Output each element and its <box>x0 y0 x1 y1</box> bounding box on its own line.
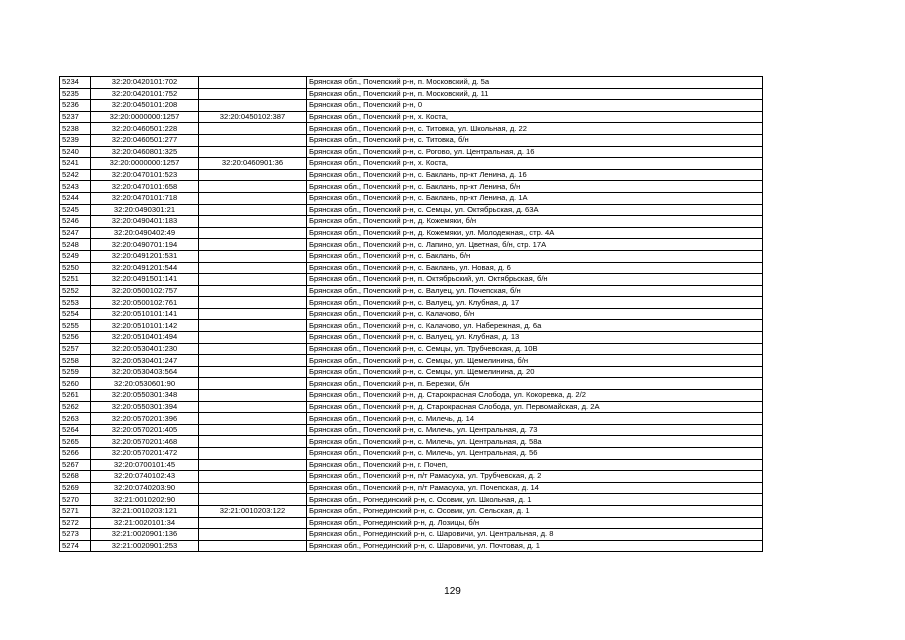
row-number-cell: 5238 <box>60 123 91 135</box>
table-row <box>60 274 763 286</box>
cadastral-number-cell: 32:21:0010203:121 <box>91 505 199 517</box>
cadastral-number-cell: 32:20:0490402:49 <box>91 227 199 239</box>
page-number: 129 <box>444 586 461 597</box>
parent-cadastral-number-cell <box>199 378 307 390</box>
cadastral-number-cell: 32:20:0510101:142 <box>91 320 199 332</box>
cadastral-number-cell: 32:20:0491501:141 <box>91 274 199 286</box>
parent-cadastral-number-cell <box>199 216 307 228</box>
table-row <box>60 436 763 448</box>
table-row <box>60 227 763 239</box>
row-number-cell: 5263 <box>60 413 91 425</box>
address-cell: Брянская обл., Почепский р-н, с. Калачово, б/н <box>307 308 763 320</box>
address-cell: Брянская обл., Почепский р-н, с. Рогово, ул. Центральная, д. 16 <box>307 146 763 158</box>
row-number-cell: 5239 <box>60 134 91 146</box>
address-cell: Брянская обл., Почепский р-н, д. Старокрасная Слобода, ул. Кокоревка, д. 2/2 <box>307 390 763 402</box>
table-row <box>60 181 763 193</box>
row-number-cell: 5234 <box>60 77 91 89</box>
parent-cadastral-number-cell <box>199 204 307 216</box>
row-number-cell: 5251 <box>60 274 91 286</box>
address-cell: Брянская обл., Почепский р-н, п/т Рамасуха, ул. Трубчевская, д. 2 <box>307 471 763 483</box>
parent-cadastral-number-cell <box>199 540 307 552</box>
row-number-cell: 5248 <box>60 239 91 251</box>
parent-cadastral-number-cell <box>199 494 307 506</box>
parent-cadastral-number-cell <box>199 355 307 367</box>
parent-cadastral-number-cell <box>199 320 307 332</box>
address-cell: Брянская обл., Почепский р-н, х. Коста, <box>307 158 763 170</box>
table-row <box>60 134 763 146</box>
parent-cadastral-number-cell <box>199 471 307 483</box>
address-cell: Брянская обл., Почепский р-н, с. Семцы, ул. Трубчевская, д. 10В <box>307 343 763 355</box>
cadastral-number-cell: 32:20:0500102:761 <box>91 297 199 309</box>
table-row <box>60 413 763 425</box>
table-row <box>60 262 763 274</box>
address-cell: Брянская обл., Почепский р-н, п. Московский, д. 5а <box>307 77 763 89</box>
cadastral-number-cell: 32:21:0020901:253 <box>91 540 199 552</box>
table-row <box>60 390 763 402</box>
address-cell: Брянская обл., Почепский р-н, х. Коста, <box>307 111 763 123</box>
cadastral-number-cell: 32:20:0490701:194 <box>91 239 199 251</box>
parent-cadastral-number-cell <box>199 100 307 112</box>
table-row <box>60 529 763 541</box>
table-row <box>60 297 763 309</box>
row-number-cell: 5235 <box>60 88 91 100</box>
address-cell: Брянская обл., Рогнединский р-н, с. Шаровичи, ул. Почтовая, д. 1 <box>307 540 763 552</box>
row-number-cell: 5252 <box>60 285 91 297</box>
cadastral-number-cell: 32:20:0570201:472 <box>91 448 199 460</box>
cadastral-number-cell: 32:20:0000000:1257 <box>91 111 199 123</box>
table-row <box>60 355 763 367</box>
address-cell: Брянская обл., Почепский р-н, п/т Рамасуха, ул. Почепская, д. 14 <box>307 482 763 494</box>
table-row <box>60 517 763 529</box>
row-number-cell: 5261 <box>60 390 91 402</box>
table-row <box>60 250 763 262</box>
cadastral-number-cell: 32:20:0530601:90 <box>91 378 199 390</box>
address-cell: Брянская обл., Почепский р-н, с. Милечь, ул. Центральная, д. 73 <box>307 424 763 436</box>
address-cell: Брянская обл., Рогнединский р-н, с. Осовик, ул. Сельская, д. 1 <box>307 505 763 517</box>
row-number-cell: 5240 <box>60 146 91 158</box>
address-cell: Брянская обл., Почепский р-н, с. Лапино, ул. Цветная, б/н, стр. 17А <box>307 239 763 251</box>
table-row <box>60 239 763 251</box>
address-cell: Брянская обл., Почепский р-н, с. Титовка, ул. Школьная, д. 22 <box>307 123 763 135</box>
address-cell: Брянская обл., Почепский р-н, с. Калачово, ул. Набережная, д. 6а <box>307 320 763 332</box>
table-row <box>60 169 763 181</box>
parent-cadastral-number-cell <box>199 227 307 239</box>
row-number-cell: 5262 <box>60 401 91 413</box>
row-number-cell: 5236 <box>60 100 91 112</box>
cadastral-number-cell: 32:21:0020101:34 <box>91 517 199 529</box>
address-cell: Брянская обл., Почепский р-н, с. Баклань, пр-кт Ленина, д. 1А <box>307 192 763 204</box>
parent-cadastral-number-cell <box>199 390 307 402</box>
cadastral-number-cell: 32:20:0530401:247 <box>91 355 199 367</box>
address-cell: Брянская обл., Рогнединский р-н, с. Шаровичи, ул. Центральная, д. 8 <box>307 529 763 541</box>
table-row <box>60 216 763 228</box>
parent-cadastral-number-cell <box>199 436 307 448</box>
address-cell: Брянская обл., Почепский р-н, с. Баклань, пр-кт Ленина, д. 16 <box>307 169 763 181</box>
cadastral-number-cell: 32:20:0510101:141 <box>91 308 199 320</box>
address-cell: Брянская обл., Почепский р-н, 0 <box>307 100 763 112</box>
cadastral-number-cell: 32:20:0490301:21 <box>91 204 199 216</box>
cadastral-number-cell: 32:20:0460801:325 <box>91 146 199 158</box>
parent-cadastral-number-cell <box>199 424 307 436</box>
cadastral-number-cell: 32:21:0010202:90 <box>91 494 199 506</box>
cadastral-number-cell: 32:20:0570201:396 <box>91 413 199 425</box>
address-cell: Брянская обл., Почепский р-н, с. Милечь, д. 14 <box>307 413 763 425</box>
registry-table <box>59 76 763 552</box>
parent-cadastral-number-cell <box>199 448 307 460</box>
table-row <box>60 320 763 332</box>
parent-cadastral-number-cell: 32:21:0010203:122 <box>199 505 307 517</box>
cadastral-number-cell: 32:20:0570201:405 <box>91 424 199 436</box>
cadastral-number-cell: 32:20:0491201:531 <box>91 250 199 262</box>
table-row <box>60 77 763 89</box>
address-cell: Брянская обл., Почепский р-н, п. Октябрьский, ул. Октябрьская, б/н <box>307 274 763 286</box>
row-number-cell: 5244 <box>60 192 91 204</box>
address-cell: Брянская обл., Почепский р-н, с. Семцы, ул. Октябрьская, д. 63А <box>307 204 763 216</box>
table-row <box>60 424 763 436</box>
address-cell: Брянская обл., Почепский р-н, п. Московский, д. 11 <box>307 88 763 100</box>
row-number-cell: 5242 <box>60 169 91 181</box>
cadastral-number-cell: 32:20:0470101:658 <box>91 181 199 193</box>
row-number-cell: 5249 <box>60 250 91 262</box>
table-row <box>60 88 763 100</box>
row-number-cell: 5272 <box>60 517 91 529</box>
parent-cadastral-number-cell <box>199 262 307 274</box>
cadastral-number-cell: 32:20:0420101:702 <box>91 77 199 89</box>
table-row <box>60 401 763 413</box>
address-cell: Брянская обл., Почепский р-н, с. Баклань, пр-кт Ленина, б/н <box>307 181 763 193</box>
parent-cadastral-number-cell <box>199 239 307 251</box>
cadastral-number-cell: 32:20:0490401:183 <box>91 216 199 228</box>
row-number-cell: 5266 <box>60 448 91 460</box>
row-number-cell: 5255 <box>60 320 91 332</box>
table-row <box>60 366 763 378</box>
parent-cadastral-number-cell <box>199 343 307 355</box>
cadastral-number-cell: 32:20:0740203:90 <box>91 482 199 494</box>
parent-cadastral-number-cell <box>199 413 307 425</box>
cadastral-number-cell: 32:20:0570201:468 <box>91 436 199 448</box>
cadastral-number-cell: 32:20:0550301:348 <box>91 390 199 402</box>
cadastral-number-cell: 32:21:0020901:136 <box>91 529 199 541</box>
row-number-cell: 5273 <box>60 529 91 541</box>
registry-table-body <box>60 77 763 552</box>
address-cell: Брянская обл., Почепский р-н, с. Милечь, ул. Центральная, д. 58а <box>307 436 763 448</box>
parent-cadastral-number-cell <box>199 401 307 413</box>
parent-cadastral-number-cell <box>199 250 307 262</box>
parent-cadastral-number-cell: 32:20:0450102:387 <box>199 111 307 123</box>
table-row <box>60 343 763 355</box>
table-row <box>60 494 763 506</box>
parent-cadastral-number-cell <box>199 192 307 204</box>
address-cell: Брянская обл., Почепский р-н, с. Титовка, б/н <box>307 134 763 146</box>
cadastral-number-cell: 32:20:0550301:394 <box>91 401 199 413</box>
cadastral-number-cell: 32:20:0500102:757 <box>91 285 199 297</box>
table-row <box>60 448 763 460</box>
address-cell: Брянская обл., Почепский р-н, д. Старокрасная Слобода, ул. Первомайская, д. 2А <box>307 401 763 413</box>
row-number-cell: 5256 <box>60 332 91 344</box>
parent-cadastral-number-cell <box>199 274 307 286</box>
address-cell: Брянская обл., Почепский р-н, с. Баклань, б/н <box>307 250 763 262</box>
table-row <box>60 471 763 483</box>
cadastral-number-cell: 32:20:0530403:564 <box>91 366 199 378</box>
parent-cadastral-number-cell <box>199 517 307 529</box>
cadastral-number-cell: 32:20:0700101:45 <box>91 459 199 471</box>
table-row <box>60 146 763 158</box>
row-number-cell: 5260 <box>60 378 91 390</box>
address-cell: Брянская обл., Рогнединский р-н, с. Осовик, ул. Школьная, д. 1 <box>307 494 763 506</box>
row-number-cell: 5245 <box>60 204 91 216</box>
cadastral-number-cell: 32:20:0470101:523 <box>91 169 199 181</box>
row-number-cell: 5257 <box>60 343 91 355</box>
parent-cadastral-number-cell <box>199 123 307 135</box>
cadastral-number-cell: 32:20:0470101:718 <box>91 192 199 204</box>
address-cell: Брянская обл., Рогнединский р-н, д. Лозицы, б/н <box>307 517 763 529</box>
address-cell: Брянская обл., Почепский р-н, с. Семцы, ул. Щемелинина, б/н <box>307 355 763 367</box>
table-row <box>60 123 763 135</box>
parent-cadastral-number-cell <box>199 308 307 320</box>
row-number-cell: 5264 <box>60 424 91 436</box>
address-cell: Брянская обл., Почепский р-н, д. Кожемяки, ул. Молодежная,, стр. 4А <box>307 227 763 239</box>
cadastral-number-cell: 32:20:0420101:752 <box>91 88 199 100</box>
address-cell: Брянская обл., Почепский р-н, с. Милечь, ул. Центральная, д. 56 <box>307 448 763 460</box>
cadastral-number-cell: 32:20:0740102:43 <box>91 471 199 483</box>
parent-cadastral-number-cell <box>199 297 307 309</box>
cadastral-number-cell: 32:20:0450101:208 <box>91 100 199 112</box>
parent-cadastral-number-cell <box>199 169 307 181</box>
cadastral-number-cell: 32:20:0460501:277 <box>91 134 199 146</box>
parent-cadastral-number-cell <box>199 529 307 541</box>
table-row <box>60 505 763 517</box>
row-number-cell: 5247 <box>60 227 91 239</box>
row-number-cell: 5267 <box>60 459 91 471</box>
parent-cadastral-number-cell <box>199 459 307 471</box>
table-row <box>60 158 763 170</box>
address-cell: Брянская обл., Почепский р-н, г. Почеп, <box>307 459 763 471</box>
table-row <box>60 459 763 471</box>
address-cell: Брянская обл., Почепский р-н, с. Валуец, ул. Клубная, д. 13 <box>307 332 763 344</box>
row-number-cell: 5270 <box>60 494 91 506</box>
table-row <box>60 540 763 552</box>
row-number-cell: 5253 <box>60 297 91 309</box>
cadastral-number-cell: 32:20:0491201:544 <box>91 262 199 274</box>
table-row <box>60 204 763 216</box>
table-row <box>60 100 763 112</box>
address-cell: Брянская обл., Почепский р-н, с. Валуец, ул. Почепская, б/н <box>307 285 763 297</box>
address-cell: Брянская обл., Почепский р-н, п. Березки, б/н <box>307 378 763 390</box>
table-row <box>60 111 763 123</box>
table-row <box>60 378 763 390</box>
table-row <box>60 308 763 320</box>
row-number-cell: 5246 <box>60 216 91 228</box>
parent-cadastral-number-cell <box>199 285 307 297</box>
address-cell: Брянская обл., Почепский р-н, с. Баклань, ул. Новая, д. 6 <box>307 262 763 274</box>
row-number-cell: 5271 <box>60 505 91 517</box>
parent-cadastral-number-cell <box>199 332 307 344</box>
parent-cadastral-number-cell <box>199 146 307 158</box>
parent-cadastral-number-cell: 32:20:0460901:36 <box>199 158 307 170</box>
address-cell: Брянская обл., Почепский р-н, с. Семцы, ул. Щемелинина, д. 20 <box>307 366 763 378</box>
row-number-cell: 5237 <box>60 111 91 123</box>
row-number-cell: 5243 <box>60 181 91 193</box>
parent-cadastral-number-cell <box>199 181 307 193</box>
row-number-cell: 5259 <box>60 366 91 378</box>
cadastral-number-cell: 32:20:0510401:494 <box>91 332 199 344</box>
table-row <box>60 285 763 297</box>
cadastral-number-cell: 32:20:0460501:228 <box>91 123 199 135</box>
parent-cadastral-number-cell <box>199 77 307 89</box>
address-cell: Брянская обл., Почепский р-н, с. Валуец, ул. Клубная, д. 17 <box>307 297 763 309</box>
parent-cadastral-number-cell <box>199 134 307 146</box>
row-number-cell: 5254 <box>60 308 91 320</box>
cadastral-number-cell: 32:20:0530401:230 <box>91 343 199 355</box>
row-number-cell: 5269 <box>60 482 91 494</box>
address-cell: Брянская обл., Почепский р-н, д. Кожемяки, б/н <box>307 216 763 228</box>
table-row <box>60 192 763 204</box>
row-number-cell: 5241 <box>60 158 91 170</box>
row-number-cell: 5274 <box>60 540 91 552</box>
parent-cadastral-number-cell <box>199 366 307 378</box>
table-row <box>60 332 763 344</box>
row-number-cell: 5268 <box>60 471 91 483</box>
parent-cadastral-number-cell <box>199 88 307 100</box>
row-number-cell: 5258 <box>60 355 91 367</box>
parent-cadastral-number-cell <box>199 482 307 494</box>
cadastral-number-cell: 32:20:0000000:1257 <box>91 158 199 170</box>
table-row <box>60 482 763 494</box>
row-number-cell: 5250 <box>60 262 91 274</box>
row-number-cell: 5265 <box>60 436 91 448</box>
